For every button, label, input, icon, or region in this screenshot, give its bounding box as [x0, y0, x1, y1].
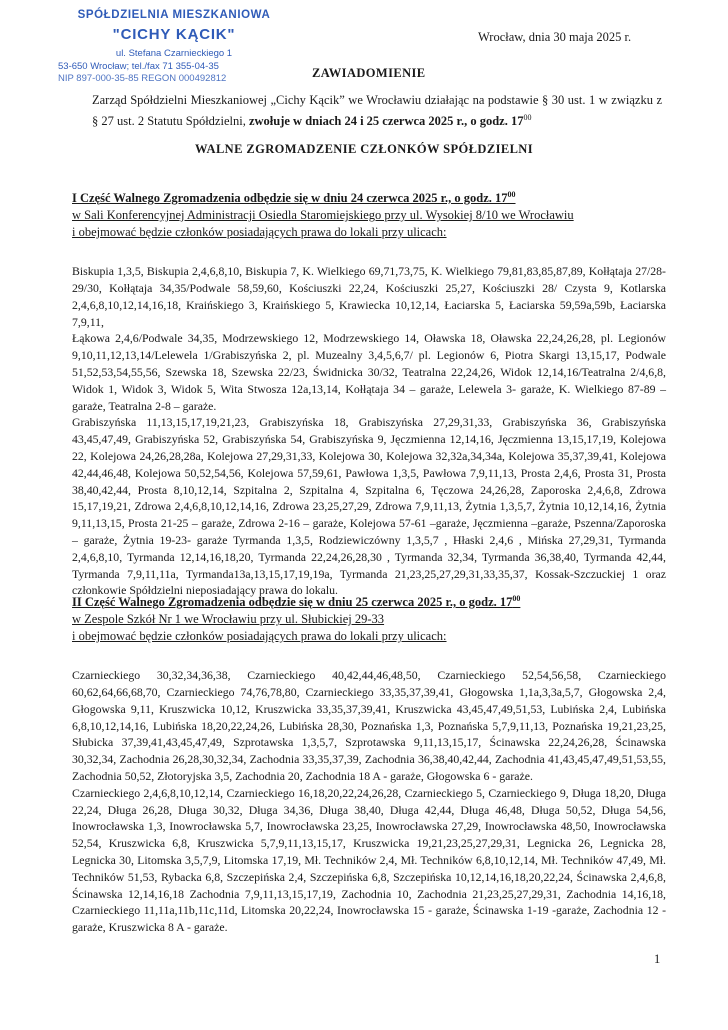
section-1-streets-a: Biskupia 1,3,5, Biskupia 2,4,6,8,10, Biskupia 7, K. Wielkiego 69,71,73,75, K. Wielkiego 79,81,83,85,87,89, Kołłątaja 27/28-29/30, Kołłątaja 34,35/Podwale 58,59,60, Kościuszki 22,24, Kościuszki 25,27, Kościuszki 28/ Czysta 9, Kotlarska 2,4,6,8,10,12,14,16,18, Kraińskiego 3, Kraińskiego 5, Krawiecka 10,12,14, Łaciarska 5, Łaciarska 59,59a,59b, Łaciarska 7,9,11, [72, 264, 666, 329]
stamp-line-name: "CICHY KĄCIK" [112, 26, 236, 43]
section-2 [72, 590, 666, 936]
stamp-line-cooperative: SPÓŁDZIELNIA MIESZKANIOWA [77, 9, 271, 21]
section-2-title: II Część Walnego Zgromadzenia odbędzie się w dniu 25 czerwca 2025 r., o godz. $17^{00}$ [72, 594, 521, 610]
stamp-line-contact: 53-650 Wrocław; tel./fax 71 355-04-35 [58, 61, 219, 72]
section-1-streets-c: Grabiszyńska 11,13,15,17,19,21,23, Grabiszyńska 18, Grabiszyńska 27,29,31,33, Grabiszyńska 36, Grabiszyńska 43,45,47,49, Grabiszyńska 52, Grabiszyńska 54, Grabiszyńska 9, Jęczmienna 12,14,16, Jęczmienna 13,15,17,19, Kolejowa 22, Kolejowa 24,26,28,28a, Kolejowa 27,29,31,33, Kolejowa 30, Kolejowa 32,32a,34,34a, Kolejowa 35,37,39,41, Kolejowa 42,44,46,48, Kolejowa 50,52,54,56, Kolejowa 57,59,61, Pawłowa 1,3,5, Pawłowa 7,9,11,13, Prosta 2,4,6, Prosta 31, Prosta 38,40,42,44, Prosta 8,10,12,14, Szpitalna 2, Szpitalna 4, Szpitalna 6, Tęczowa 24,26,28, Zaporoska 2,4,6,8, Zdrowa 15,17,19,21, Zdrowa 2,4,6,8,10,12,14,16, Zdrowa 23,25,27,29, Zdrowa 7,9,11,13, Żytnia 1,3,5,7, Żytnia 10,12,14,16, Żytnia 9,11,13,15, Prosta 21-25 – garaże, Zdrowa 2-16 – garaże, Kolejowa 57-61 –garaże, Jęczmienna –garaże, Pszenna/Zaporoska – garaże, Żytnia 19-23- garaże Tyrmanda 1,3,5, Rodziewiczówny 1,3,5,7 , Hłaski 2,4,6 , Mińska 27,29,31, Tyrmanda 2,4,6,8,10, Tyrmanda 12,14,16,18,20, Tyrmanda 22,24,26,28,30 , Tyrmanda 32,34, Tyrmanda 36,38,40, Tyrmanda 42,44, Tyrmanda 7,9,11,11a, Tyrmanda13a,13,15,17,19,19a, Tyrmanda 21,23,25,27,29,31,33,35,37, Kossak-Szczuckiej 1 oraz członkowie Spółdzielni nieposiadający prawa do lokalu. [72, 415, 666, 598]
meeting-headline: WALNE ZGROMADZENIE CZŁONKÓW SPÓŁDZIELNI [195, 142, 533, 156]
section-2-location: w Zespole Szkół Nr 1 we Wrocławiu przy ul. Słubickiej 29-33 [72, 612, 385, 627]
intro-bold-text: zwołuje w dniach 24 i 25 czerwca 2025 r., o godz. 17 [248, 114, 524, 129]
document-title: ZAWIADOMIENIE [312, 66, 426, 80]
section-1-title: I Część Walnego Zgromadzenia odbędzie się w dniu 24 czerwca 2025 r., o godz. $17^{00}$ [72, 190, 516, 206]
city-date: Wrocław, dnia 30 maja 2025 r. [478, 30, 632, 44]
stamp-line-street: ul. Stefana Czarnieckiego 1 [115, 48, 233, 59]
intro-sup: 00 [523, 113, 532, 122]
section-1-streets-b: Łąkowa 2,4,6/Podwale 34,35, Modrzewskiego 12, Modrzewskiego 14, Oławska 18, Oławska 22,24,26,28, pl. Legionów 9,10,11,12,13,14/Lelewela 1/Grabiszyńska 2, pl. Muzealny 3,4,5,6,7/ pl. Legionów 6, Piotra Skargi 13,15,17, Podwale 51,52,53,54,55,56, Szewska 18, Szewska 22/23, Świdnicka 30/32, Teatralna 22,24,26, Widok 12,14,16/Teatralna 2/4,6,8, Widok 1, Widok 3, Widok 5, Wita Stwosza 12a,13,14, Kołłątaja 34 – garaże, Lelewela 3- garaże, K. Wielkiego 87-89 – garaże, Teatralna 2-8 – garaże. [72, 331, 666, 413]
section-1-heading [72, 186, 666, 241]
section-2-scope: i obejmować będzie członków posiadających prawa do lokali przy ulicach: [72, 629, 447, 644]
section-2-streets-a: Czarnieckiego 30,32,34,36,38, Czarnieckiego 40,42,44,46,48,50, Czarnieckiego 52,54,56,58, Czarnieckiego 60,62,64,66,68,70, Czarnieckiego 74,76,78,80, Czarnieckiego 33,35,37,39,41, Głogowska 1,1a,3,3a,5,7, Głogowska 2,4, Głogowska 9,11, Kruszwicka 10,12, Kruszwicka 33,35,37,39,41, Kruszwicka 43,45,47,49,51,53, Lubińska 2,4, Lubińska 6,8,10,12,14,16, Lubińska 18,20,22,24,26, Lubińska 28,30, Poznańska 1,3, Poznańska 5,7,9,11,13, Poznańska 19,21,23,25, Słubicka 37,39,41,43,45,47,49, Szprotawska 1,3,5,7, Szprotawska 9,11,13,15,17, Ścinawska 22,24,26,28, Ścinawska 30,32,34, Zachodnia 26,28,30,32,34, Zachodnia 33,35,37,39, Zachodnia 36,38,40,42,44, Zachodnia 41,43,45,47,49,51,53,55, Zachodnia 50,52, Złotoryjska 3,5, Zachodnia 20, Zachodnia 18 A - garaże, Głogowska 6 - garaże. [72, 668, 666, 783]
section-2-heading [72, 590, 666, 645]
section-1-location: w Sali Konferencyjnej Administracji Osiedla Staromiejskiego przy ul. Wysokiej 8/10 we Wrocławiu [72, 208, 574, 223]
section-1-scope: i obejmować będzie członków posiadających prawa do lokali przy ulicach: [72, 225, 447, 240]
stamp-line-ids: NIP 897-000-35-85 REGON 000492812 [58, 73, 227, 84]
page-number: 1 [654, 952, 661, 966]
intro-text: Zarząd Spółdzielni Mieszkaniowej „Cichy Kącik” we Wrocławiu działając na podstawie § 30 ust. 1 w związku z § 27 ust. 2 Statutu Spółdzielni, [92, 93, 662, 129]
intro-paragraph [92, 92, 662, 130]
section-2-streets-b: Czarnieckiego 2,4,6,8,10,12,14, Czarnieckiego 16,18,20,22,24,26,28, Czarnieckiego 5, Czarnieckiego 9, Długa 18,20, Długa 22,24, Długa 26,28, Długa 30,32, Długa 34,36, Długa 38,40, Długa 42,44, Długa 46,48, Długa 50,52, Długa 54,56, Inowrocławska 1,3, Inowrocławska 5,7, Inowrocławska 23,25, Inowrocławska 27,29, Inowrocławska 48,50, Inowrocławska 52,54, Kruszwicka 6,8, Kruszwicka 5,7,9,11,13,15,17, Kruszwicka 19,21,23,25,27,29,31, Legnicka 26, Legnicka 28, Legnicka 30, Litomska 3,5,7,9, Litomska 17,19, Mł. Techników 2,4, Mł. Techników 6,8,10,12,14, Mł. Techników 47,49, Mł. Techników 51,53, Rybacka 6,8, Szczepińska 2,4, Szczepińska 6,8, Szczepińska 10,12,14,16,18,20,22,24, Ścinawska 2,4,6,8, Ścinawska 12,14,16,18 Zachodnia 7,9,11,13,15,17,19, Zachodnia 10, Zachodnia 21,23,25,27,29,31, Zachodnia 14,16,18, Czarnieckiego 11,11a,11b,11c,11d, Litomska 20,22,24, Inowrocławska 15 - garaże, Ścinawska 1-19 -garaże, Zachodnia 12 -garaże, Kruszwicka 8 A - garaże. [72, 785, 666, 935]
cooperative-stamp [56, 8, 292, 85]
section-1 [72, 186, 666, 599]
